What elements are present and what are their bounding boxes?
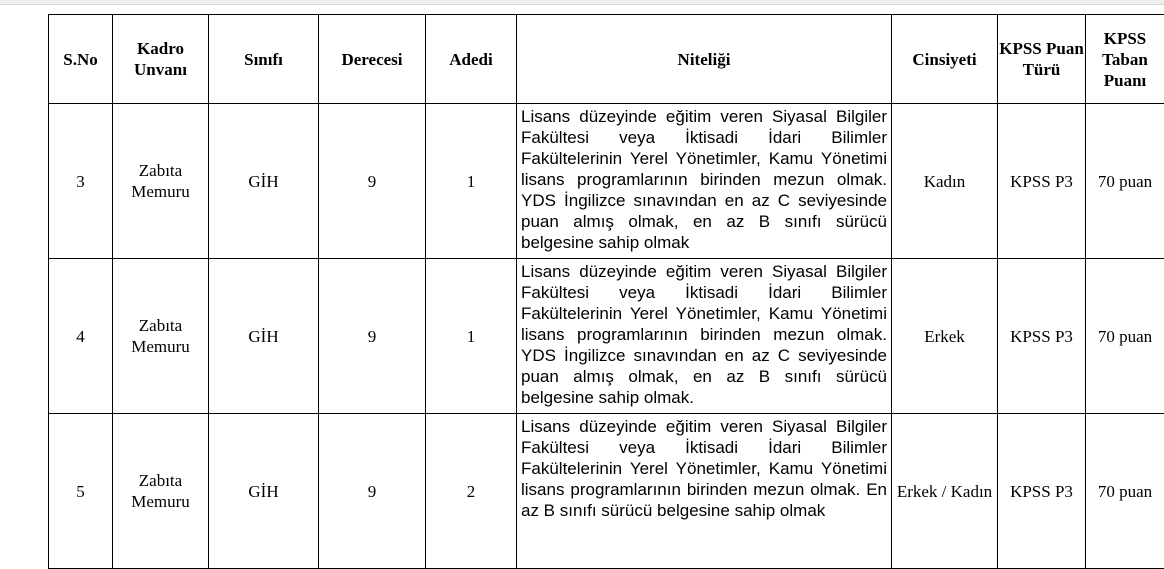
- cell-cinsiyeti: Erkek: [892, 259, 998, 414]
- cell-kpss-puan-turu: KPSS P3: [998, 259, 1086, 414]
- table-row: [49, 104, 1164, 259]
- cell-kpss-taban-puani: 70 puan: [1086, 104, 1164, 259]
- cell-sno: 3: [49, 104, 113, 259]
- kadro-table: [48, 14, 1164, 569]
- cell-kadro-unvani: Zabıta Memuru: [113, 259, 209, 414]
- header-row: [49, 15, 1164, 104]
- cell-adedi: 1: [426, 259, 517, 414]
- table-row: [49, 414, 1164, 569]
- cell-cinsiyeti: Erkek / Kadın: [892, 414, 998, 569]
- viewer-top-edge: [0, 0, 1164, 5]
- cell-kadro-unvani: Zabıta Memuru: [113, 104, 209, 259]
- cell-niteligi: Lisans düzeyinde eğitim veren Siyasal Bilgiler Fakültesi veya İktisadi İdari Bilimler Fakültelerinin Yerel Yönetimler, Kamu Yönetimi lisans programlarının birinden mezun olmak. YDS İngilizce sınavından en az C seviyesinde puan almış olmak, en az B sınıfı sürücü belgesine sahip olmak.: [517, 259, 892, 414]
- table-row: [49, 259, 1164, 414]
- cell-sinifi: GİH: [209, 259, 319, 414]
- document-page: [48, 14, 1164, 548]
- header-kpss-puan-turu: KPSS Puan Türü: [998, 15, 1086, 104]
- cell-kadro-unvani: Zabıta Memuru: [113, 414, 209, 569]
- cell-niteligi: Lisans düzeyinde eğitim veren Siyasal Bilgiler Fakültesi veya İktisadi İdari Bilimler Fakültelerinin Yerel Yönetimler, Kamu Yönetimi lisans programlarının birinden mezun olmak. YDS İngilizce sınavından en az C seviyesinde puan almış olmak, en az B sınıfı sürücü belgesine sahip olmak: [517, 104, 892, 259]
- header-adedi: Adedi: [426, 15, 517, 104]
- cell-derecesi: 9: [319, 414, 426, 569]
- cell-cinsiyeti: Kadın: [892, 104, 998, 259]
- cell-adedi: 1: [426, 104, 517, 259]
- header-derecesi: Derecesi: [319, 15, 426, 104]
- cell-kpss-puan-turu: KPSS P3: [998, 104, 1086, 259]
- header-sno: S.No: [49, 15, 113, 104]
- header-kadro-unvani: Kadro Unvanı: [113, 15, 209, 104]
- header-niteligi: Niteliği: [517, 15, 892, 104]
- header-sinifi: Sınıfı: [209, 15, 319, 104]
- cell-adedi: 2: [426, 414, 517, 569]
- cell-derecesi: 9: [319, 259, 426, 414]
- cell-kpss-taban-puani: 70 puan: [1086, 414, 1164, 569]
- header-kpss-taban-puani: KPSS Taban Puanı: [1086, 15, 1164, 104]
- cell-kpss-taban-puani: 70 puan: [1086, 259, 1164, 414]
- cell-sinifi: GİH: [209, 104, 319, 259]
- cell-derecesi: 9: [319, 104, 426, 259]
- cell-sno: 5: [49, 414, 113, 569]
- header-cinsiyeti: Cinsiyeti: [892, 15, 998, 104]
- cell-kpss-puan-turu: KPSS P3: [998, 414, 1086, 569]
- cell-sinifi: GİH: [209, 414, 319, 569]
- cell-niteligi: Lisans düzeyinde eğitim veren Siyasal Bilgiler Fakültesi veya İktisadi İdari Bilimler Fakültelerinin Yerel Yönetimler, Kamu Yönetimi lisans programlarının birinden mezun olmak. En az B sınıfı sürücü belgesine sahip olmak: [517, 414, 892, 569]
- cell-sno: 4: [49, 259, 113, 414]
